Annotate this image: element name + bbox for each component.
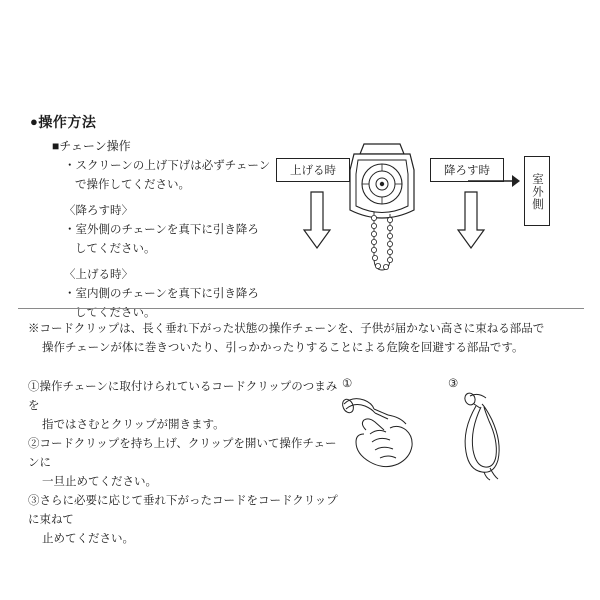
intro-block <box>64 157 279 195</box>
safety-note <box>28 320 588 358</box>
illustration-label-1: ① <box>342 378 353 390</box>
label-box-outside: 室外側 <box>524 156 550 226</box>
section-title-text: 操作方法 <box>38 114 97 130</box>
step-2-line-2: 一旦止めてください。 <box>42 476 157 488</box>
lower-line-1: ・室外側のチェーンを真下に引き降ろ <box>64 224 259 236</box>
step-3-line-2: 止めてください。 <box>42 533 134 545</box>
intro-line-1: ・スクリーンの上げ下げは必ずチェーン <box>64 160 271 172</box>
step-1-line-2: 指ではさむとクリップが開きます。 <box>42 419 225 431</box>
raise-label: 〈上げる時〉 <box>64 269 133 281</box>
raise-line-2: してください。 <box>75 307 156 319</box>
step-1-line-1: ①操作チェーンに取付けられているコードクリップのつまみを <box>28 381 338 412</box>
label-box-lower: 降ろす時 <box>430 158 504 182</box>
raise-line-1: ・室内側のチェーンを真下に引き降ろ <box>64 288 259 300</box>
divider <box>18 308 584 309</box>
chain-mechanism-diagram <box>272 140 582 300</box>
note-line-2: 操作チェーンが体に巻きついたり、引っかかったりすることによる危険を回避する部品です。 <box>42 342 524 354</box>
lower-line-2: してください。 <box>75 243 156 255</box>
lower-block <box>64 202 279 259</box>
right-arrow-icon <box>468 173 520 189</box>
label-box-raise: 上げる時 <box>276 158 350 182</box>
subsection-title: ■チェーン操作 <box>52 139 131 153</box>
note-line-1: ※コードクリップは、長く垂れ下がった状態の操作チェーンを、子供が届かない高さに束ねる部品で <box>28 323 545 335</box>
lower-label: 〈降ろす時〉 <box>64 205 133 217</box>
cord-loop-clip-illustration <box>440 390 550 482</box>
steps-illustrations <box>336 376 566 486</box>
step-2-line-1: ②コードクリップを持ち上げ、クリップを開いて操作チェーンに <box>28 438 337 469</box>
raise-block <box>64 266 279 323</box>
instructions-column <box>64 157 279 324</box>
bullet-icon: ● <box>30 114 39 129</box>
down-arrow-icon <box>302 190 332 252</box>
hand-clip-illustration <box>336 390 436 482</box>
step-3-line-1: ③さらに必要に応じて垂れ下がったコードをコードクリップに束ねて <box>28 495 338 526</box>
down-arrow-icon <box>456 190 486 252</box>
page-title <box>30 112 96 132</box>
steps-list <box>28 378 338 549</box>
intro-line-2: で操作してください。 <box>75 179 190 191</box>
illustration-label-3: ③ <box>448 378 459 390</box>
